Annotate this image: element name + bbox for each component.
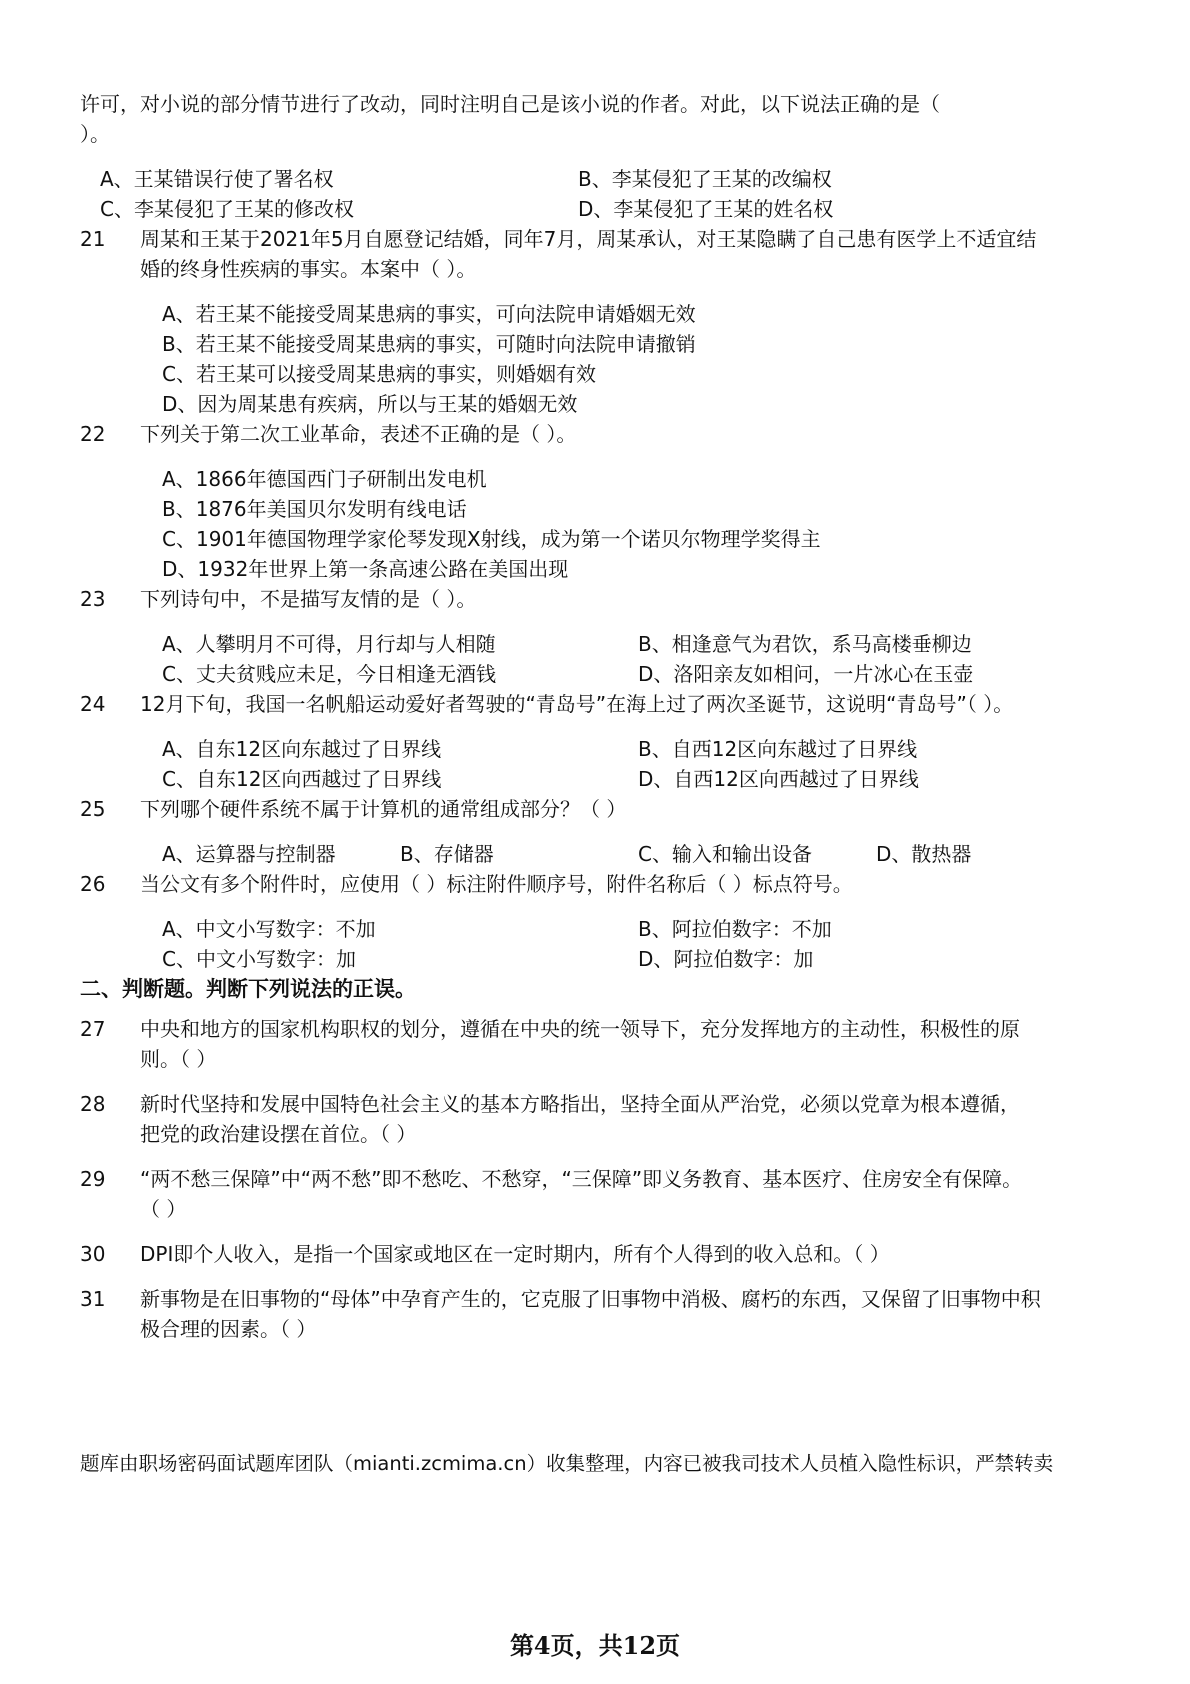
option-d: D、散热器 [876,842,972,866]
question-stem: 中央和地方的国家机构职权的划分，遵循在中央的统一领导下，充分发挥地方的主动性，积极性的原 [140,1017,1020,1041]
option-c: C、中文小写数字：加 [162,947,356,971]
question-stem: 下列诗句中，不是描写友情的是（ ）。 [140,587,477,611]
question-number: 25 [80,797,106,821]
option-d: D、因为周某患有疾病，所以与王某的婚姻无效 [162,392,578,416]
question-stem: 周某和王某于2021年5月自愿登记结婚，同年7月，周某承认，对王某隐瞒了自己患有医学上不适宜结 [140,227,1037,251]
option-c: C、丈夫贫贱应未足，今日相逢无酒钱 [162,662,496,686]
option-d: D、阿拉伯数字：加 [638,947,814,971]
question-number: 30 [80,1242,106,1266]
option-a: A、人攀明月不可得，月行却与人相随 [162,632,496,656]
q20-stem-line-end: ）。 [80,122,110,146]
option-b: B、存储器 [400,842,494,866]
option-d: D、自西12区向西越过了日界线 [638,767,919,791]
question-number: 31 [80,1287,106,1311]
question-stem: “两不愁三保障”中“两不愁”即不愁吃、不愁穿，“三保障”即义务教育、基本医疗、住房安全有保障。 [140,1167,1023,1191]
question-number: 21 [80,227,106,251]
option-a: A、若王某不能接受周某患病的事实，可向法院申请婚姻无效 [162,302,696,326]
q20-option-a: A、王某错误行使了署名权 [100,167,334,191]
option-c: C、若王某可以接受周某患病的事实，则婚姻有效 [162,362,596,386]
option-a: A、1866年德国西门子研制出发电机 [162,467,487,491]
question-stem: DPI即个人收入，是指一个国家或地区在一定时期内，所有个人得到的收入总和。（ ） [140,1242,890,1266]
option-b: B、相逢意气为君饮，系马高楼垂柳边 [638,632,972,656]
question-number: 24 [80,692,106,716]
option-b: B、自西12区向东越过了日界线 [638,737,918,761]
question-stem: 12月下旬，我国一名帆船运动爱好者驾驶的“青岛号”在海上过了两次圣诞节，这说明“青岛号”（ ）。 [140,692,1014,716]
question-stem-cont: 极合理的因素。（ ） [140,1317,317,1341]
footer-note: 题库由职场密码面试题库团队（mianti.zcmima.cn）收集整理，内容已被我司技术人员植入隐性标识，严禁转卖 [80,1452,1054,1475]
option-b: B、若王某不能接受周某患病的事实，可随时向法院申请撤销 [162,332,696,356]
question-number: 27 [80,1017,106,1041]
option-c: C、自东12区向西越过了日界线 [162,767,442,791]
option-c: C、输入和输出设备 [638,842,812,866]
option-a: A、运算器与控制器 [162,842,336,866]
question-stem: 当公文有多个附件时，应使用（ ）标注附件顺序号，附件名称后（ ）标点符号。 [140,872,853,896]
section-heading: 二、判断题。判断下列说法的正误。 [80,977,416,1001]
option-b: B、1876年美国贝尔发明有线电话 [162,497,467,521]
option-c: C、1901年德国物理学家伦琴发现X射线，成为第一个诺贝尔物理学奖得主 [162,527,821,551]
question-stem-cont: 婚的终身性疾病的事实。本案中（ ）。 [140,257,477,281]
q20-option-d: D、李某侵犯了王某的姓名权 [578,197,834,221]
option-d: D、1932年世界上第一条高速公路在美国出现 [162,557,569,581]
option-d: D、洛阳亲友如相问，一片冰心在玉壶 [638,662,974,686]
option-a: A、中文小写数字：不加 [162,917,376,941]
page-number: 第4页，共12页 [509,1631,681,1660]
question-stem: 新时代坚持和发展中国特色社会主义的基本方略指出，坚持全面从严治党，必须以党章为根本遵循， [140,1092,1020,1116]
question-stem-cont: 把党的政治建设摆在首位。（ ） [140,1122,417,1146]
question-stem: 下列哪个硬件系统不属于计算机的通常组成部分？（ ） [140,797,627,821]
question-stem-cont: 则。（ ） [140,1047,217,1071]
option-a: A、自东12区向东越过了日界线 [162,737,442,761]
q20-option-b: B、李某侵犯了王某的改编权 [578,167,832,191]
question-number: 29 [80,1167,106,1191]
question-stem: 下列关于第二次工业革命，表述不正确的是（ ）。 [140,422,577,446]
question-number: 26 [80,872,106,896]
q20-option-c: C、李某侵犯了王某的修改权 [100,197,354,221]
question-stem: 新事物是在旧事物的“母体”中孕育产生的，它克服了旧事物中消极、腐朽的东西，又保留了旧事物中积 [140,1287,1041,1311]
question-stem-cont: （ ） [140,1197,187,1221]
question-number: 28 [80,1092,106,1116]
q20-stem-line: 许可，对小说的部分情节进行了改动，同时注明自己是该小说的作者。对此，以下说法正确的是（ [80,92,940,116]
question-number: 22 [80,422,106,446]
option-b: B、阿拉伯数字：不加 [638,917,832,941]
question-number: 23 [80,587,106,611]
